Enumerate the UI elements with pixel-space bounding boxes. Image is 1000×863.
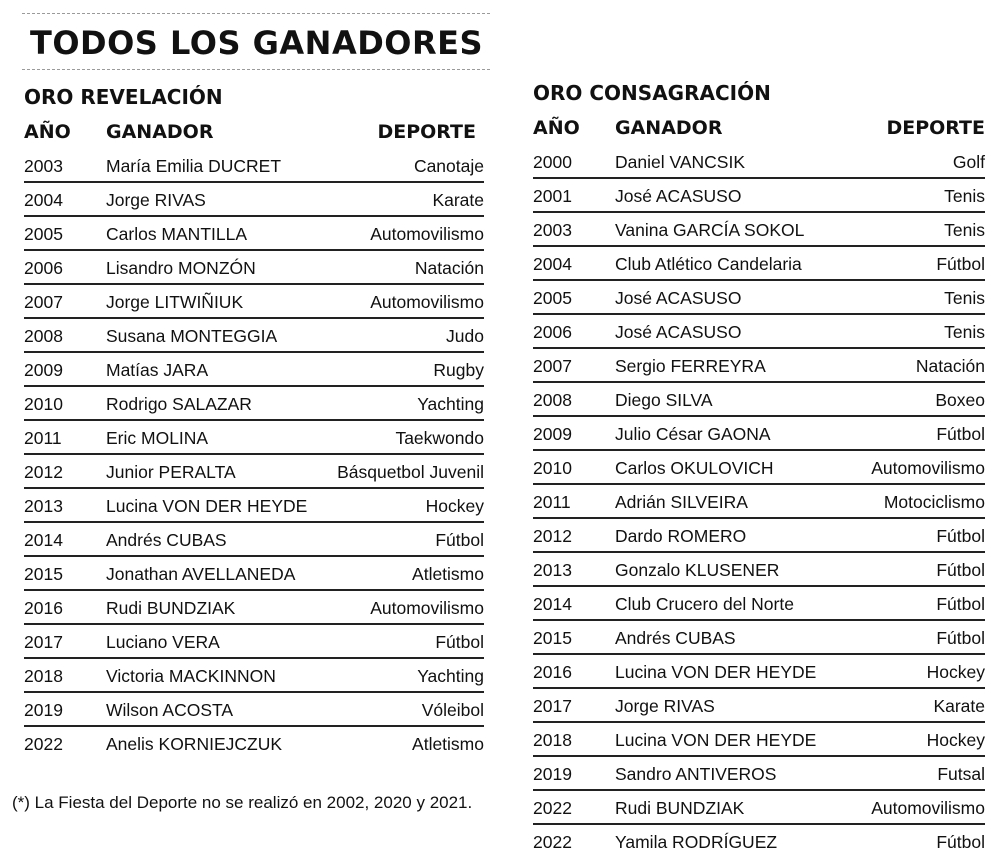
winner-cell: Julio César GAONA [615,424,771,444]
sport-cell: Atletismo [412,734,484,754]
sport-cell: Tenis [944,186,985,206]
consagracion-table [533,145,985,859]
winner-cell: Rudi BUNDZIAK [106,598,236,618]
table-row [24,285,484,319]
footnote: (*) La Fiesta del Deporte no se realizó en 2002, 2020 y 2021. [12,793,473,812]
table-row [24,455,484,489]
year-cell: 2005 [533,288,572,308]
winner-cell: Adrián SILVEIRA [615,492,748,512]
year-cell: 2017 [533,696,572,716]
table-row [533,757,985,791]
winner-cell: Club Crucero del Norte [615,594,794,614]
year-cell: 2000 [533,152,572,172]
sport-cell: Boxeo [935,390,985,410]
winner-cell: Jorge LITWIÑIUK [106,292,244,312]
year-cell: 2003 [24,156,63,176]
table-row [533,451,985,485]
year-cell: 2018 [24,666,63,686]
winner-cell: Sandro ANTIVEROS [615,764,777,784]
winner-cell: Carlos OKULOVICH [615,458,774,478]
sport-cell: Básquetbol Juvenil [337,462,484,482]
table-row [24,387,484,421]
sport-cell: Automovilismo [871,458,985,478]
year-cell: 2004 [533,254,572,274]
year-cell: 2008 [533,390,572,410]
sport-cell: Tenis [944,220,985,240]
table-row [533,417,985,451]
sport-cell: Fútbol [936,424,985,444]
table-row [24,489,484,523]
winner-cell: Junior PERALTA [106,462,236,482]
table-row [533,247,985,281]
table-row [533,553,985,587]
year-cell: 2015 [533,628,572,648]
year-cell: 2010 [24,394,63,414]
sport-cell: Yachting [417,394,484,414]
table-row [24,353,484,387]
winner-cell: Sergio FERREYRA [615,356,766,376]
winner-cell: Jorge RIVAS [106,190,206,210]
sport-cell: Automovilismo [370,292,484,312]
winner-cell: Susana MONTEGGIA [106,326,278,346]
table-row [533,689,985,723]
year-cell: 2015 [24,564,63,584]
winner-cell: José ACASUSO [615,186,742,206]
year-cell: 2019 [533,764,572,784]
year-cell: 2018 [533,730,572,750]
winner-cell: Lucina VON DER HEYDE [615,662,817,682]
table-row [24,421,484,455]
top-divider [22,13,490,14]
table-row [533,485,985,519]
year-cell: 2014 [24,530,63,550]
col-header-sport: DEPORTE [886,117,985,139]
sport-cell: Tenis [944,288,985,308]
year-cell: 2009 [24,360,63,380]
section-title-revelacion: ORO REVELACIÓN [24,85,223,109]
sport-cell: Canotaje [413,156,484,176]
sport-cell: Atletismo [412,564,484,584]
winner-cell: Daniel VANCSIK [615,152,746,172]
winner-cell: Jorge RIVAS [615,696,715,716]
table-row [533,825,985,859]
year-cell: 2010 [533,458,572,478]
sport-cell: Automovilismo [370,224,484,244]
sport-cell: Taekwondo [395,428,484,448]
sport-cell: Hockey [425,496,484,516]
col-header-year: AÑO [533,117,580,139]
winner-cell: José ACASUSO [615,288,742,308]
table-row [533,145,985,179]
year-cell: 2005 [24,224,63,244]
winner-cell: Carlos MANTILLA [106,224,248,244]
table-row [533,315,985,349]
winner-cell: Club Atlético Candelaria [615,254,802,274]
col-header-winner: GANADOR [106,121,214,143]
winner-cell: Lucina VON DER HEYDE [615,730,817,750]
table-row [533,723,985,757]
winner-cell: Jonathan AVELLANEDA [106,564,296,584]
year-cell: 2022 [533,798,572,818]
winner-cell: Matías JARA [106,360,209,380]
table-row [533,655,985,689]
winner-cell: Yamila RODRÍGUEZ [615,832,778,852]
sport-cell: Motociclismo [883,492,985,512]
sport-cell: Karate [933,696,985,716]
sport-cell: Rugby [433,360,484,380]
sport-cell: Fútbol [936,628,985,648]
table-row [533,179,985,213]
year-cell: 2022 [24,734,63,754]
sport-cell: Karate [432,190,484,210]
year-cell: 2019 [24,700,63,720]
col-header-year: AÑO [24,121,71,143]
sport-cell: Vóleibol [421,700,484,720]
sport-cell: Fútbol [936,254,985,274]
winner-cell: Diego SILVA [615,390,713,410]
table-row [24,693,484,727]
sport-cell: Automovilismo [871,798,985,818]
sport-cell: Golf [952,152,985,172]
sport-cell: Judo [446,326,484,346]
sport-cell: Tenis [944,322,985,342]
year-cell: 2009 [533,424,572,444]
year-cell: 2011 [24,428,62,448]
sport-cell: Fútbol [936,560,985,580]
year-cell: 2016 [24,598,63,618]
page-title: TODOS LOS GANADORES [30,24,484,62]
winner-cell: Andrés CUBAS [106,530,227,550]
table-row [24,251,484,285]
year-cell: 2022 [533,832,572,852]
winner-cell: Andrés CUBAS [615,628,736,648]
table-row [533,621,985,655]
title-divider [22,69,490,70]
winner-cell: Wilson ACOSTA [106,700,234,720]
revelacion-table [24,149,484,761]
table-row [533,383,985,417]
winner-cell: Rodrigo SALAZAR [106,394,252,414]
winner-cell: Victoria MACKINNON [106,666,276,686]
sport-cell: Fútbol [936,832,985,852]
table-row [24,523,484,557]
year-cell: 2011 [533,492,571,512]
winner-cell: Luciano VERA [106,632,220,652]
year-cell: 2017 [24,632,63,652]
year-cell: 2006 [24,258,63,278]
year-cell: 2003 [533,220,572,240]
year-cell: 2001 [533,186,572,206]
table-row [533,281,985,315]
sport-cell: Fútbol [936,526,985,546]
year-cell: 2007 [533,356,572,376]
sport-cell: Fútbol [435,632,484,652]
table-row [533,349,985,383]
winner-cell: Rudi BUNDZIAK [615,798,745,818]
sport-cell: Hockey [926,730,985,750]
year-cell: 2013 [533,560,572,580]
year-cell: 2012 [533,526,572,546]
winner-cell: María Emilia DUCRET [106,156,282,176]
sport-cell: Hockey [926,662,985,682]
winner-cell: Lucina VON DER HEYDE [106,496,308,516]
winner-cell: Anelis KORNIEJCZUK [106,734,283,754]
year-cell: 2008 [24,326,63,346]
sport-cell: Automovilismo [370,598,484,618]
section-title-consagracion: ORO CONSAGRACIÓN [533,81,771,105]
table-row [24,557,484,591]
table-row [24,149,484,183]
table-row [24,217,484,251]
table-row [24,591,484,625]
col-header-sport: DEPORTE [377,121,476,143]
winner-cell: Lisandro MONZÓN [106,258,256,278]
table-row [533,587,985,621]
year-cell: 2006 [533,322,572,342]
sport-cell: Yachting [417,666,484,686]
winner-cell: Vanina GARCÍA SOKOL [615,220,805,240]
sport-cell: Natación [915,356,985,376]
year-cell: 2007 [24,292,63,312]
sport-cell: Fútbol [936,594,985,614]
sport-cell: Futsal [937,764,985,784]
winner-cell: Dardo ROMERO [615,526,747,546]
table-row [24,319,484,353]
table-row [24,727,484,761]
table-row [533,519,985,553]
sport-cell: Fútbol [435,530,484,550]
winner-cell: José ACASUSO [615,322,742,342]
col-header-winner: GANADOR [615,117,723,139]
winner-cell: Eric MOLINA [106,428,209,448]
winner-cell: Gonzalo KLUSENER [615,560,780,580]
sport-cell: Natación [414,258,484,278]
year-cell: 2013 [24,496,63,516]
year-cell: 2016 [533,662,572,682]
year-cell: 2014 [533,594,572,614]
table-row [24,625,484,659]
table-row [24,659,484,693]
table-row [533,213,985,247]
year-cell: 2004 [24,190,63,210]
year-cell: 2012 [24,462,63,482]
table-row [533,791,985,825]
table-row [24,183,484,217]
